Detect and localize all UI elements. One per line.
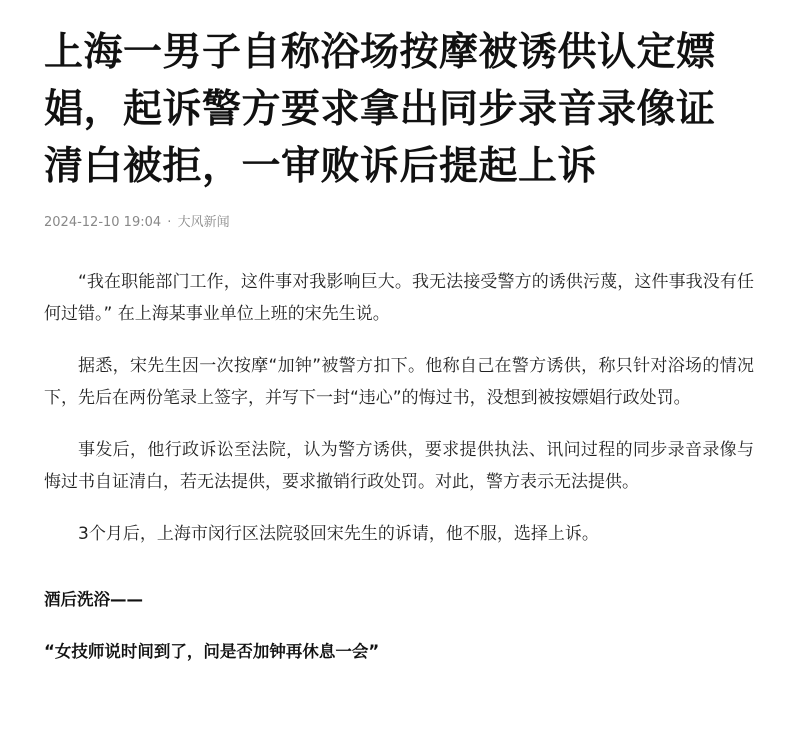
paragraph: 据悉，宋先生因一次按摩“加钟”被警方扣下。他称自己在警方诱供，称只针对浴场的情况下，先后在两份笔录上签字，并写下一封“违心”的悔过书，没想到被按嫖娼行政处罚。 (44, 356, 754, 408)
paragraph: 事发后，他行政诉讼至法院，认为警方诱供，要求提供执法、讯问过程的同步录音录像与悔过书自证清白，若无法提供，要求撤销行政处罚。对此，警方表示无法提供。 (44, 440, 754, 492)
meta-separator: · (167, 215, 172, 230)
source-name[interactable]: 大风新闻 (177, 215, 230, 230)
section-quote: “女技师说时间到了，问是否加钟再休息一会” (44, 642, 380, 661)
paragraph: “我在职能部门工作，这件事对我影响巨大。我无法接受警方的诱供污蔑，这件事我没有任何过错。” 在上海某事业单位上班的宋先生说。 (44, 272, 754, 324)
article-body (44, 266, 754, 664)
article-title: 上海一男子自称浴场按摩被诱供认定嫖娼，起诉警方要求拿出同步录音录像证清白被拒，一审败诉后提起上诉 (44, 30, 716, 189)
section-heading: 酒后洗浴—— (44, 590, 143, 609)
article-meta (44, 214, 754, 232)
publish-date: 2024-12-10 19:04 (44, 215, 162, 230)
paragraph: 3个月后，上海市闵行区法院驳回宋先生的诉请，他不服，选择上诉。 (78, 524, 599, 544)
